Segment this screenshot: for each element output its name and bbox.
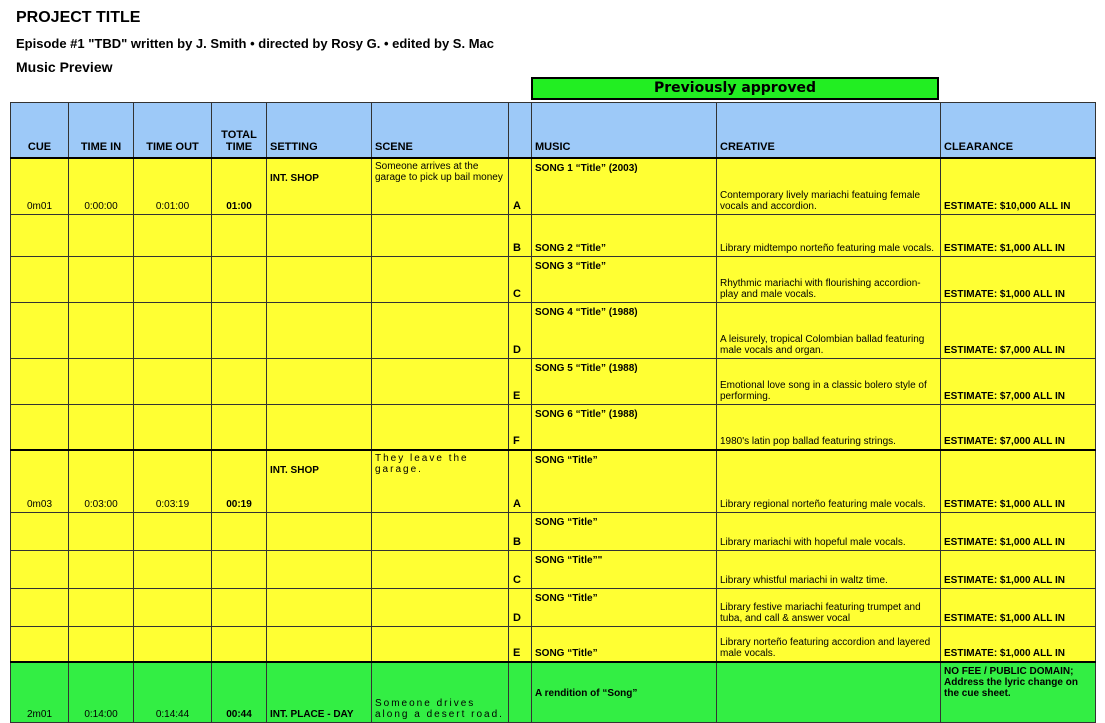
music-title: SONG 5 “Title” (1988) xyxy=(532,358,717,404)
empty-cell xyxy=(372,358,509,404)
cue-number: 2m01 xyxy=(11,662,69,722)
table-row xyxy=(11,550,1096,588)
clearance-estimate: ESTIMATE: $1,000 ALL IN xyxy=(941,550,1096,588)
empty-cell xyxy=(69,214,134,256)
creative-description xyxy=(717,662,941,722)
table-row xyxy=(11,358,1096,404)
empty-cell xyxy=(267,214,372,256)
clearance-estimate: ESTIMATE: $1,000 ALL IN xyxy=(941,214,1096,256)
empty-cell xyxy=(11,358,69,404)
creative-description: 1980's latin pop ballad featuring strings. xyxy=(717,404,941,450)
col-clearance: CLEARANCE xyxy=(941,103,1096,159)
time-in: 0:03:00 xyxy=(69,450,134,512)
document-type: Music Preview xyxy=(16,59,113,75)
music-title: SONG 3 “Title” xyxy=(532,256,717,302)
empty-cell xyxy=(69,626,134,662)
music-title: SONG “Title” xyxy=(532,626,717,662)
empty-cell xyxy=(267,358,372,404)
clearance-estimate: NO FEE / PUBLIC DOMAIN; Address the lyric change on the cue sheet. xyxy=(941,662,1096,722)
empty-cell xyxy=(11,588,69,626)
music-title: SONG “Title” xyxy=(532,512,717,550)
empty-cell xyxy=(69,256,134,302)
option-letter: C xyxy=(509,550,532,588)
music-title: SONG 6 “Title” (1988) xyxy=(532,404,717,450)
empty-cell xyxy=(134,214,212,256)
empty-cell xyxy=(69,550,134,588)
cue-rows xyxy=(11,158,1096,722)
empty-cell xyxy=(11,214,69,256)
empty-cell xyxy=(134,256,212,302)
total-time: 00:44 xyxy=(212,662,267,722)
table-row xyxy=(11,662,1096,722)
empty-cell xyxy=(212,358,267,404)
empty-cell xyxy=(267,302,372,358)
option-letter: E xyxy=(509,358,532,404)
empty-cell xyxy=(69,302,134,358)
empty-cell xyxy=(212,512,267,550)
table-row xyxy=(11,158,1096,214)
cue-number: 0m01 xyxy=(11,158,69,214)
empty-cell xyxy=(212,214,267,256)
time-out: 0:14:44 xyxy=(134,662,212,722)
creative-description: Contemporary lively mariachi featuing female vocals and accordion. xyxy=(717,158,941,214)
creative-description: Library norteño featuring accordion and layered male vocals. xyxy=(717,626,941,662)
empty-cell xyxy=(372,626,509,662)
empty-cell xyxy=(134,358,212,404)
setting: INT. PLACE - DAY xyxy=(267,662,372,722)
setting: INT. SHOP xyxy=(267,158,372,214)
music-title: SONG 1 “Title” (2003) xyxy=(532,158,717,214)
col-time-in: TIME IN xyxy=(69,103,134,159)
option-letter: C xyxy=(509,256,532,302)
header-row xyxy=(11,103,1096,159)
table-row xyxy=(11,256,1096,302)
music-title: SONG 4 “Title” (1988) xyxy=(532,302,717,358)
option-letter: E xyxy=(509,626,532,662)
episode-credits: Episode #1 "TBD" written by J. Smith • directed by Rosy G. • edited by S. Mac xyxy=(16,36,494,51)
clearance-estimate: ESTIMATE: $1,000 ALL IN xyxy=(941,450,1096,512)
empty-cell xyxy=(372,550,509,588)
empty-cell xyxy=(134,404,212,450)
empty-cell xyxy=(134,302,212,358)
creative-description: Rhythmic mariachi with flourishing accordion-play and male vocals. xyxy=(717,256,941,302)
creative-description: Library midtempo norteño featuring male vocals. xyxy=(717,214,941,256)
creative-description: Library mariachi with hopeful male vocals. xyxy=(717,512,941,550)
empty-cell xyxy=(11,404,69,450)
time-out: 0:01:00 xyxy=(134,158,212,214)
empty-cell xyxy=(69,404,134,450)
option-letter: A xyxy=(509,450,532,512)
time-out: 0:03:19 xyxy=(134,450,212,512)
option-letter: D xyxy=(509,588,532,626)
clearance-estimate: ESTIMATE: $1,000 ALL IN xyxy=(941,512,1096,550)
empty-cell xyxy=(372,214,509,256)
time-in: 0:00:00 xyxy=(69,158,134,214)
clearance-estimate: ESTIMATE: $1,000 ALL IN xyxy=(941,588,1096,626)
total-time: 00:19 xyxy=(212,450,267,512)
clearance-estimate: ESTIMATE: $7,000 ALL IN xyxy=(941,302,1096,358)
col-creative: CREATIVE xyxy=(717,103,941,159)
empty-cell xyxy=(69,512,134,550)
empty-cell xyxy=(11,550,69,588)
creative-description: Library festive mariachi featuring trumpet and tuba, and call & answer vocal xyxy=(717,588,941,626)
empty-cell xyxy=(212,256,267,302)
empty-cell xyxy=(372,588,509,626)
cue-number: 0m03 xyxy=(11,450,69,512)
table-row xyxy=(11,214,1096,256)
empty-cell xyxy=(267,512,372,550)
empty-cell xyxy=(372,404,509,450)
option-letter: A xyxy=(509,158,532,214)
empty-cell xyxy=(11,256,69,302)
empty-cell xyxy=(267,404,372,450)
empty-cell xyxy=(212,550,267,588)
clearance-estimate: ESTIMATE: $1,000 ALL IN xyxy=(941,626,1096,662)
empty-cell xyxy=(69,588,134,626)
music-title: SONG 2 “Title” xyxy=(532,214,717,256)
project-title: PROJECT TITLE xyxy=(16,9,141,26)
creative-description: A leisurely, tropical Colombian ballad featuring male vocals and organ. xyxy=(717,302,941,358)
creative-description: Library whistful mariachi in waltz time. xyxy=(717,550,941,588)
empty-cell xyxy=(267,256,372,302)
col-time-out: TIME OUT xyxy=(134,103,212,159)
empty-cell xyxy=(134,512,212,550)
empty-cell xyxy=(267,626,372,662)
option-letter xyxy=(509,662,532,722)
table-row xyxy=(11,588,1096,626)
empty-cell xyxy=(134,626,212,662)
empty-cell xyxy=(372,512,509,550)
creative-description: Emotional love song in a classic bolero style of performing. xyxy=(717,358,941,404)
col-option-letter xyxy=(509,103,532,159)
music-cue-table xyxy=(10,102,1096,723)
empty-cell xyxy=(212,626,267,662)
music-title: SONG “Title” xyxy=(532,450,717,512)
empty-cell xyxy=(212,588,267,626)
total-time: 01:00 xyxy=(212,158,267,214)
col-scene: SCENE xyxy=(372,103,509,159)
table-row xyxy=(11,302,1096,358)
option-letter: F xyxy=(509,404,532,450)
clearance-estimate: ESTIMATE: $7,000 ALL IN xyxy=(941,358,1096,404)
empty-cell xyxy=(11,302,69,358)
empty-cell xyxy=(11,512,69,550)
col-setting: SETTING xyxy=(267,103,372,159)
scene: They leave the garage. xyxy=(372,450,509,512)
previously-approved-banner: Previously approved xyxy=(531,77,939,100)
creative-description: Library regional norteño featuring male vocals. xyxy=(717,450,941,512)
music-title: A rendition of “Song” xyxy=(532,662,717,722)
table-row xyxy=(11,404,1096,450)
option-letter: B xyxy=(509,214,532,256)
option-letter: B xyxy=(509,512,532,550)
col-cue: CUE xyxy=(11,103,69,159)
empty-cell xyxy=(372,302,509,358)
clearance-estimate: ESTIMATE: $10,000 ALL IN xyxy=(941,158,1096,214)
table-row xyxy=(11,512,1096,550)
empty-cell xyxy=(11,626,69,662)
table-row xyxy=(11,450,1096,512)
table-row xyxy=(11,626,1096,662)
empty-cell xyxy=(134,588,212,626)
empty-cell xyxy=(267,588,372,626)
clearance-estimate: ESTIMATE: $7,000 ALL IN xyxy=(941,404,1096,450)
empty-cell xyxy=(212,302,267,358)
option-letter: D xyxy=(509,302,532,358)
col-total-time: TOTAL TIME xyxy=(212,103,267,159)
music-title: SONG “Title” xyxy=(532,588,717,626)
setting: INT. SHOP xyxy=(267,450,372,512)
empty-cell xyxy=(134,550,212,588)
scene: Someone drives along a desert road. xyxy=(372,662,509,722)
empty-cell xyxy=(372,256,509,302)
empty-cell xyxy=(69,358,134,404)
col-music: MUSIC xyxy=(532,103,717,159)
scene: Someone arrives at the garage to pick up bail money xyxy=(372,158,509,214)
music-title: SONG “Title”" xyxy=(532,550,717,588)
clearance-estimate: ESTIMATE: $1,000 ALL IN xyxy=(941,256,1096,302)
time-in: 0:14:00 xyxy=(69,662,134,722)
empty-cell xyxy=(267,550,372,588)
empty-cell xyxy=(212,404,267,450)
